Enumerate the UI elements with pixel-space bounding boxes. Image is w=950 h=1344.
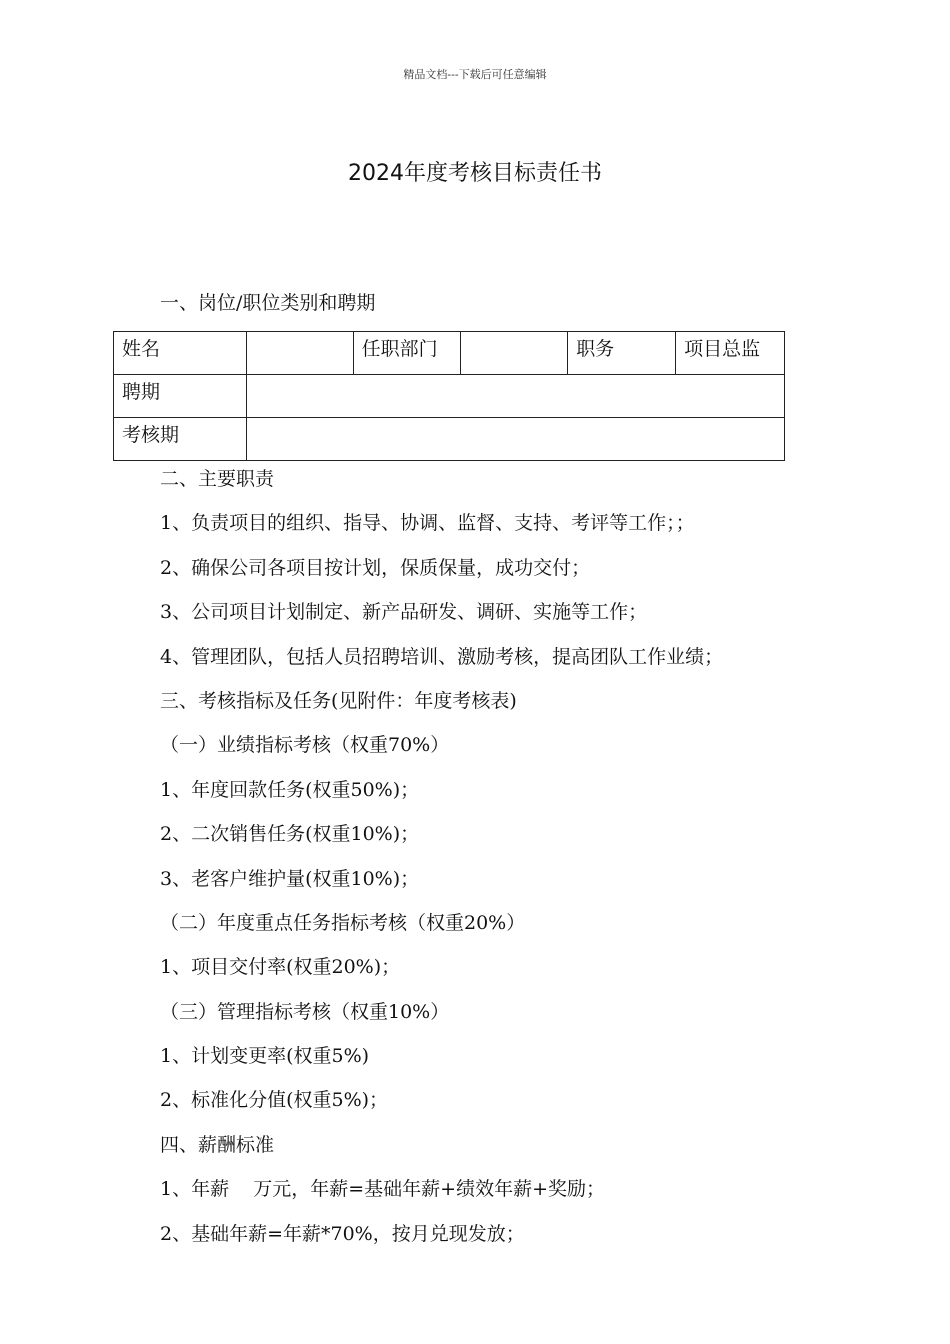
text-line: （二）年度重点任务指标考核（权重20%）: [160, 911, 526, 934]
table-row: [114, 332, 785, 375]
table-row: [114, 375, 785, 418]
term-label-cell: 聘期: [114, 375, 247, 418]
header-note: 精品文档---下载后可任意编辑: [403, 68, 547, 81]
document-title: 2024年度考核目标责任书: [348, 161, 602, 186]
text-line: 1、年薪 万元，年薪=基础年薪+绩效年薪+奖励；: [160, 1178, 606, 1201]
text-line: 1、计划变更率(权重5%): [160, 1045, 370, 1068]
text-line: 三、考核指标及任务(见附件：年度考核表): [160, 689, 517, 712]
section-heading-1: 一、岗位/职位类别和聘期: [160, 292, 376, 314]
table-row: [114, 418, 785, 461]
review-period-value-cell: [246, 418, 784, 461]
position-info-table: [113, 331, 785, 461]
text-line: 2、基础年薪=年薪*70%，按月兑现发放；: [160, 1222, 525, 1245]
text-line: 3、老客户维护量(权重10%)；: [160, 867, 420, 890]
dept-label-cell: 任职部门: [353, 332, 461, 375]
text-line: 1、负责项目的组织、指导、协调、监督、支持、考评等工作；；: [160, 512, 695, 535]
position-label-cell: 职务: [568, 332, 676, 375]
review-period-label-cell: 考核期: [114, 418, 247, 461]
name-label-cell: 姓名: [114, 332, 247, 375]
text-line: 二、主要职责: [160, 468, 275, 490]
text-line: （三）管理指标考核（权重10%）: [160, 1000, 450, 1023]
body-text: [160, 464, 920, 1263]
text-line: 1、年度回款任务(权重50%)；: [160, 778, 420, 801]
text-line: 2、确保公司各项目按计划，保质保量，成功交付；: [160, 556, 591, 579]
text-line: 四、薪酬标准: [160, 1133, 275, 1156]
name-value-cell: [246, 332, 353, 375]
text-line: （一）业绩指标考核（权重70%）: [160, 734, 450, 757]
text-line: 2、标准化分值(权重5%)；: [160, 1089, 389, 1112]
position-value-cell: 项目总监: [676, 332, 785, 375]
text-line: 4、管理团队，包括人员招聘培训、激励考核，提高团队工作业绩；: [160, 645, 724, 668]
dept-value-cell: [461, 332, 568, 375]
text-line: 2、二次销售任务(权重10%)；: [160, 823, 420, 846]
term-value-cell: [246, 375, 784, 418]
text-line: 3、公司项目计划制定、新产品研发、调研、实施等工作；: [160, 601, 648, 624]
text-line: 1、项目交付率(权重20%)；: [160, 956, 401, 979]
